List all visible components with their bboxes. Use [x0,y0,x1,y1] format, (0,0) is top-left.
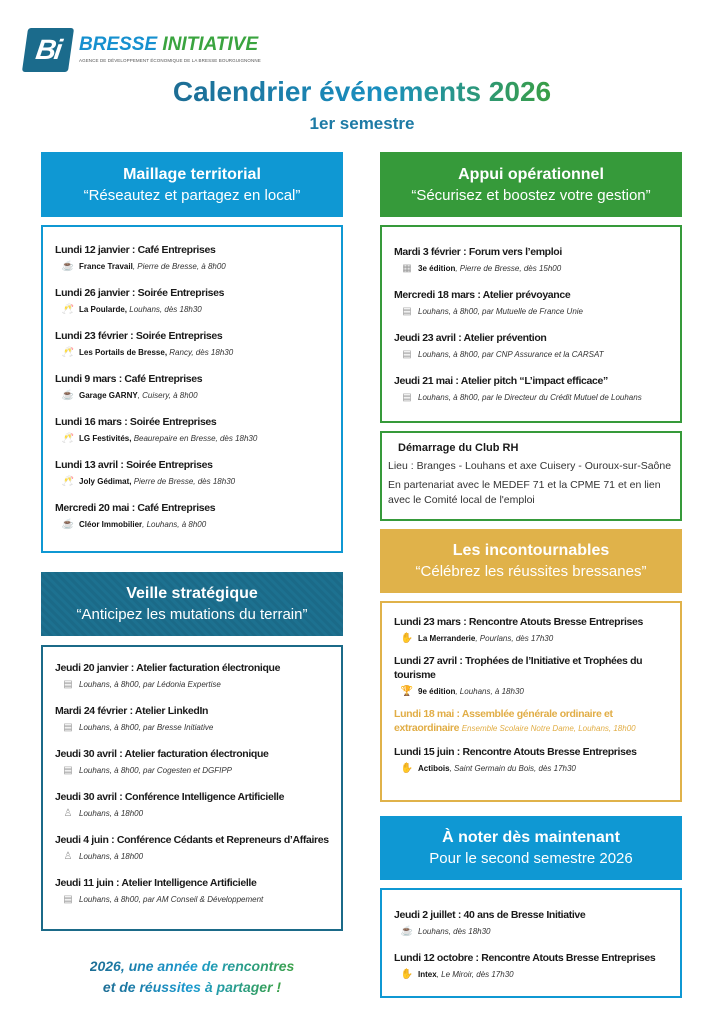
event-venue: La Poularde, [79,305,128,314]
event-venue: Garage GARNY [79,391,138,400]
logo-mark: Bi [22,28,74,72]
event-venue: Joly Gédimat, [79,477,132,486]
veille-events [41,645,343,931]
event-location-time: Louhans, à 18h00 [79,852,144,861]
event-title: Lundi 13 avril : Soirée Entreprises [55,459,213,471]
champagne-glasses-icon: 🥂 [61,347,75,358]
event-details [55,764,335,777]
conference-icon: ♙ [63,808,73,819]
event-info [418,764,576,773]
event-title: Lundi 9 mars : Café Entreprises [55,373,203,385]
event-title: Mardi 24 février : Atelier LinkedIn [55,705,209,717]
section-heading: Maillage territorial [123,165,261,183]
event-location-time: , Louhans, à 8h00 [142,520,207,529]
page-title [0,76,724,108]
event-location-time: Louhans, à 8h00, par Cogesten et DGFIPP [79,766,232,775]
event-title: Lundi 23 février : Soirée Entreprises [55,330,223,342]
event-venue: Les Portails de Bresse, [79,348,168,357]
workshop-icon: ▤ [402,349,412,360]
logo-name-b: INITIATIVE [162,34,259,55]
event-title: Lundi 12 janvier : Café Entreprises [55,244,216,256]
event-title: Jeudi 20 janvier : Atelier facturation électronique [55,662,281,674]
event-info [418,634,553,643]
section-heading: Les incontournables [452,542,610,559]
coffee-cup-icon: ☕ [61,261,75,272]
section-tagline: “Anticipez les mutations du terrain” [76,606,308,623]
event-info [418,307,583,316]
event-location-time: Louhans, à 8h00, par Mutuelle de France Unie [418,307,583,316]
section-heading: Veille stratégique [126,585,258,602]
event-location-time: , Pourlans, dès 17h30 [475,634,554,643]
event-venue: La Merranderie [418,634,476,643]
handshake-icon: ✋ [400,763,414,774]
event-details [394,968,674,981]
event-info [79,852,143,861]
event-info [79,305,202,314]
bresse-initiative-logo [25,28,261,74]
event-item [55,661,335,691]
event-title: Jeudi 4 juin : Conférence Cédants et Repreneurs d’Affaires [55,834,329,846]
event-details [394,632,674,645]
event-venue: LG Festivités, [79,434,132,443]
incontournables-events [380,601,682,802]
logo-name [79,34,258,56]
event-info [79,262,226,271]
event-title: Mardi 3 février : Forum vers l’emploi [394,246,562,258]
event-info [79,520,206,529]
event-info [418,393,642,402]
section-heading: Appui opérationnel [458,165,604,183]
event-venue: Actibois [418,764,450,773]
event-info [79,895,263,904]
event-details [394,348,674,361]
event-item [55,790,335,820]
event-venue: 3e édition [418,264,456,273]
event-info [79,348,233,357]
section-tagline: “Sécurisez et boostez votre gestion” [411,186,651,204]
event-details [55,260,335,273]
event-details [394,762,674,775]
workshop-icon: ▤ [63,679,73,690]
event-location-time: Louhans, à 8h00, par Bresse Initiative [79,723,214,732]
event-details [55,303,335,316]
event-title: Mercredi 18 mars : Atelier prévoyance [394,289,571,301]
event-item [394,615,674,645]
champagne-glasses-icon: 🥂 [61,476,75,487]
event-info [79,680,221,689]
event-title: Lundi 16 mars : Soirée Entreprises [55,416,217,428]
event-item [55,876,335,906]
event-item [394,374,674,404]
workshop-icon: ▤ [63,722,73,733]
event-item [55,329,335,359]
section-heading: À noter dès maintenant [442,829,620,846]
event-title: Lundi 26 janvier : Soirée Entreprises [55,287,225,299]
event-title: Mercredi 20 mai : Café Entreprises [55,502,216,514]
event-location-time: , Pierre de Bresse, à 8h00 [132,262,226,271]
forum-icon: ▦ [402,263,412,274]
event-title-text: Lundi 18 mai : Assemblée générale ordinaire et extraordinaire [394,708,613,734]
incontournables-header [380,529,682,593]
event-location-time: , Louhans, à 18h30 [455,687,524,696]
event-title: Jeudi 30 avril : Atelier facturation électronique [55,748,269,760]
event-title: Lundi 27 avril : Trophées de l’Initiative et Trophées du tourisme [394,655,643,681]
event-item [55,704,335,734]
event-item [394,654,674,698]
coffee-cup-icon: ☕ [61,519,75,530]
event-info [79,723,213,732]
trophy-icon: 🏆 [400,686,414,697]
club-rh-lieu: Lieu : Branges - Louhans et axe Cuisery - Ouroux-sur-Saône [388,460,672,472]
appui-events [380,225,682,423]
event-item [55,458,335,488]
event-item [394,288,674,318]
a-noter-events [380,888,682,998]
event-info [418,350,604,359]
event-details [55,475,335,488]
event-info [79,434,257,443]
event-location-time: Louhans, à 8h00, par Lédonia Expertise [79,680,221,689]
event-title: Jeudi 2 juillet : 40 ans de Bresse Initiative [394,909,586,921]
club-rh-partenariat: En partenariat avec le MEDEF 71 et la CPME 71 et en lien avec le Comité local de l'emploi [388,479,661,506]
event-item [55,286,335,316]
event-details: Ensemble Scolaire Notre Dame, Louhans, 18h00 [461,724,636,733]
event-title: Jeudi 23 avril : Atelier prévention [394,332,547,344]
event-venue: Intex [418,970,437,979]
event-details [55,389,335,402]
event-venue: France Travail [79,262,133,271]
conference-icon: ♙ [63,851,73,862]
section-tagline: “Célébrez les réussites bressanes” [415,563,647,580]
event-details [55,432,335,445]
event-info [79,477,235,486]
event-item [55,747,335,777]
event-item [394,908,674,938]
event-location-time: , Cuisery, à 8h00 [137,391,198,400]
handshake-icon: ✋ [400,633,414,644]
appui-header [380,152,682,217]
champagne-glasses-icon: 🥂 [61,304,75,315]
handshake-icon: ✋ [400,969,414,980]
maillage-events [41,225,343,553]
a-noter-header [380,816,682,880]
event-location-time: Louhans, dès 18h30 [418,927,491,936]
event-item [394,707,674,736]
event-title [394,707,674,736]
event-title: Lundi 15 juin : Rencontre Atouts Bresse Entreprises [394,746,637,758]
event-details [55,518,335,531]
event-item [55,415,335,445]
event-location-time: Beaurepaire en Bresse, dès 18h30 [131,434,258,443]
event-info [79,809,143,818]
event-location-time: Louhans, à 8h00, par le Directeur du Crédit Mutuel de Louhans [418,393,642,402]
footer-line-1: 2026, une année de rencontres [89,958,295,974]
logo-tagline: AGENCE DE DÉVELOPPEMENT ÉCONOMIQUE DE LA BRESSE BOURGUIGNONNE [79,58,261,63]
event-title: Jeudi 11 juin : Atelier Intelligence Artificielle [55,877,257,889]
event-title: Jeudi 30 avril : Conférence Intelligence Artificielle [55,791,285,803]
event-location-time: Louhans, dès 18h30 [127,305,202,314]
event-location-time: , Le Miroir, dès 17h30 [436,970,514,979]
event-title: Jeudi 21 mai : Atelier pitch “L’impact efficace” [394,375,608,387]
event-item [394,331,674,361]
event-location-time: Pierre de Bresse, dès 18h30 [131,477,236,486]
maillage-header [41,152,343,217]
page-title-text: Calendrier événements 2026 [172,76,552,107]
event-details [55,850,335,863]
event-details [55,721,335,734]
event-info [418,687,524,696]
event-item [394,951,674,981]
section-tagline: “Réseautez et partagez en local” [83,186,301,204]
event-item [394,245,674,275]
logo-name-a: BRESSE [79,34,158,55]
event-item [55,501,335,531]
event-location-time: Louhans, à 8h00, par AM Conseil & Développement [79,895,264,904]
footer-slogan [41,956,343,998]
event-details [394,685,674,698]
footer-line-2: et de réussites à partager ! [102,979,282,995]
event-title: Lundi 12 octobre : Rencontre Atouts Bresse Entreprises [394,952,656,964]
workshop-icon: ▤ [402,306,412,317]
club-rh-box [380,431,682,521]
workshop-icon: ▤ [63,894,73,905]
event-details [394,305,674,318]
event-location-time: , Saint Germain du Bois, dès 17h30 [449,764,576,773]
event-details [55,346,335,359]
event-location-time: Louhans, à 8h00, par CNP Assurance et la CARSAT [418,350,604,359]
event-info [418,264,561,273]
veille-header [41,572,343,636]
event-details [394,925,674,938]
event-location-time: , Pierre de Bresse, dès 15h00 [455,264,562,273]
event-item [55,833,335,863]
coffee-cup-icon: ☕ [400,926,414,937]
workshop-icon: ▤ [402,392,412,403]
event-title: Lundi 23 mars : Rencontre Atouts Bresse Entreprises [394,616,644,628]
event-info [418,927,491,936]
event-details [394,262,674,275]
event-info [79,766,232,775]
event-details [55,678,335,691]
event-location-time: Louhans, à 18h00 [79,809,144,818]
event-details [55,893,335,906]
event-venue: 9e édition [418,687,456,696]
section-tagline: Pour le second semestre 2026 [429,850,633,867]
event-details [394,391,674,404]
event-item [55,243,335,273]
workshop-icon: ▤ [63,765,73,776]
champagne-glasses-icon: 🥂 [61,433,75,444]
event-location-time: Rancy, dès 18h30 [167,348,234,357]
event-item [55,372,335,402]
club-rh-title: Démarrage du Club RH [398,442,519,454]
event-details [55,807,335,820]
event-info [418,970,514,979]
coffee-cup-icon: ☕ [61,390,75,401]
event-item [394,745,674,775]
page-subtitle: 1er semestre [309,114,415,133]
event-info [79,391,198,400]
event-venue: Cléor Immobilier [79,520,143,529]
